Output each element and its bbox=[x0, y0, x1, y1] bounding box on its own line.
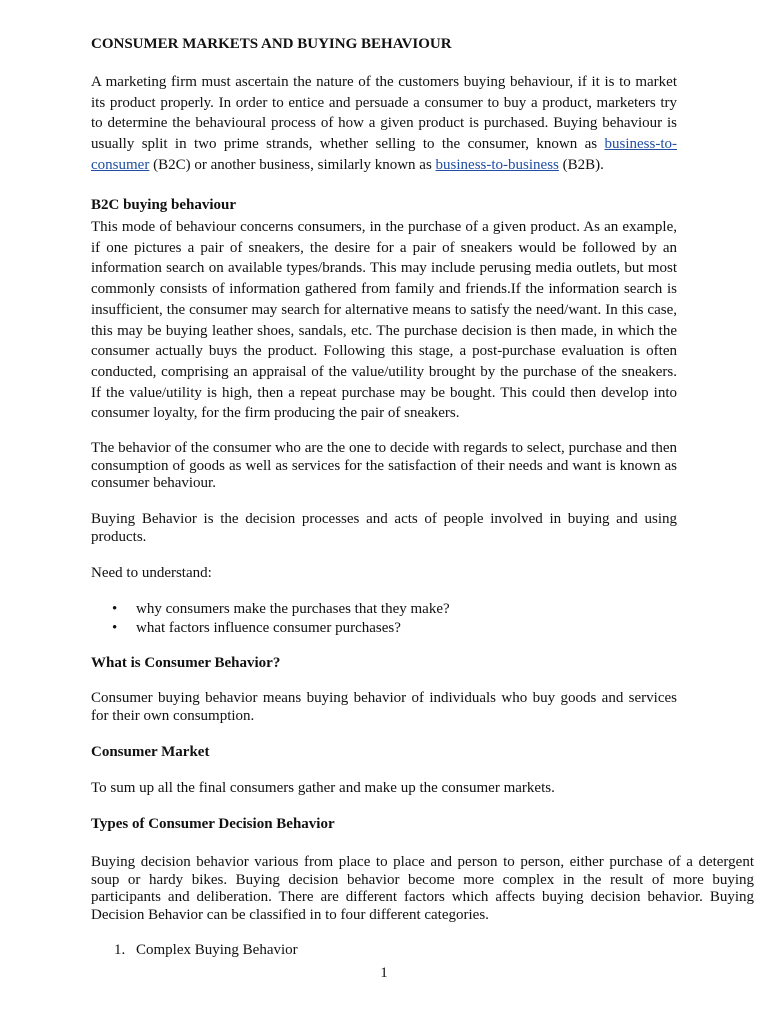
intro-text: A marketing firm must ascertain the nature of the customers buying behaviour, if it is to market its product properly. In order to entice and persuade a consumer to buy a product, marketers try to determine the behavioural process of how a given product is purchased. Buying behaviour is usually split in two prime strands, whether selling to the consumer, known as bbox=[91, 74, 677, 153]
b2c-link[interactable]: business-to-consumer bbox=[91, 136, 677, 173]
intro-text-mid: (B2C) or another business, similarly known as bbox=[149, 156, 436, 173]
intro-text-end: (B2B). bbox=[558, 156, 604, 173]
intro-paragraph bbox=[91, 72, 677, 176]
types-paragraph: Buying decision behavior various from place to place and person to person, either purchase of a detergent soup or hardy bikes. Buying decision behavior become more complex in the result of more buying participants and deliberation. There are different factors which affects buying decision behavior. Buying Decision Behavior can be classified in to four different categories. bbox=[91, 854, 754, 923]
b2c-heading: B2C buying behaviour bbox=[91, 197, 237, 213]
list-item: • what factors influence consumer purchases? bbox=[91, 619, 450, 638]
market-heading: Consumer Market bbox=[91, 744, 210, 760]
behavior-paragraph: The behavior of the consumer who are the one to decide with regards to select, purchase and then consumption of goods as well as services for the satisfaction of their needs and want is known as consumer behaviour. bbox=[91, 440, 677, 492]
bullet-list bbox=[91, 600, 450, 637]
item-number: 1. bbox=[114, 942, 126, 958]
b2b-link[interactable]: business-to-business bbox=[435, 156, 559, 173]
b2c-paragraph: This mode of behaviour concerns consumers, in the purchase of a given product. As an example, if one pictures a pair of sneakers, the desire for a pair of sneakers would be followed by an information search on available types/brands. This may include perusing media outlets, but most commonly consists of information gathered from family and friends.If the information search is insufficient, the consumer may search for alternative means to satisfy the need/want. In this case, this may be buying leather shoes, sandals, etc. The purchase decision is then made, in which the consumer actually buys the product. Following this stage, a post-purchase evaluation is often conducted, comprising an appraisal of the value/utility brought by the purchase of the sneakers. If the value/utility is high, then a repeat purchase may be bought. This could then develop into consumer loyalty, for the firm producing the pair of sneakers. bbox=[91, 219, 677, 422]
buying-paragraph: Buying Behavior is the decision processes and acts of people involved in buying and using products. bbox=[91, 511, 677, 545]
what-paragraph: Consumer buying behavior means buying behavior of individuals who buy goods and services for their own consumption. bbox=[91, 690, 677, 724]
need-label: Need to understand: bbox=[91, 565, 212, 581]
page-number: 1 bbox=[380, 965, 388, 981]
page-title: CONSUMER MARKETS AND BUYING BEHAVIOUR bbox=[91, 36, 452, 52]
numbered-item bbox=[114, 942, 298, 959]
what-heading: What is Consumer Behavior? bbox=[91, 655, 281, 671]
market-paragraph: To sum up all the final consumers gather and make up the consumer markets. bbox=[91, 780, 555, 796]
types-heading: Types of Consumer Decision Behavior bbox=[91, 816, 335, 832]
list-item: • why consumers make the purchases that they make? bbox=[91, 600, 450, 619]
item-label: Complex Buying Behavior bbox=[136, 942, 298, 958]
